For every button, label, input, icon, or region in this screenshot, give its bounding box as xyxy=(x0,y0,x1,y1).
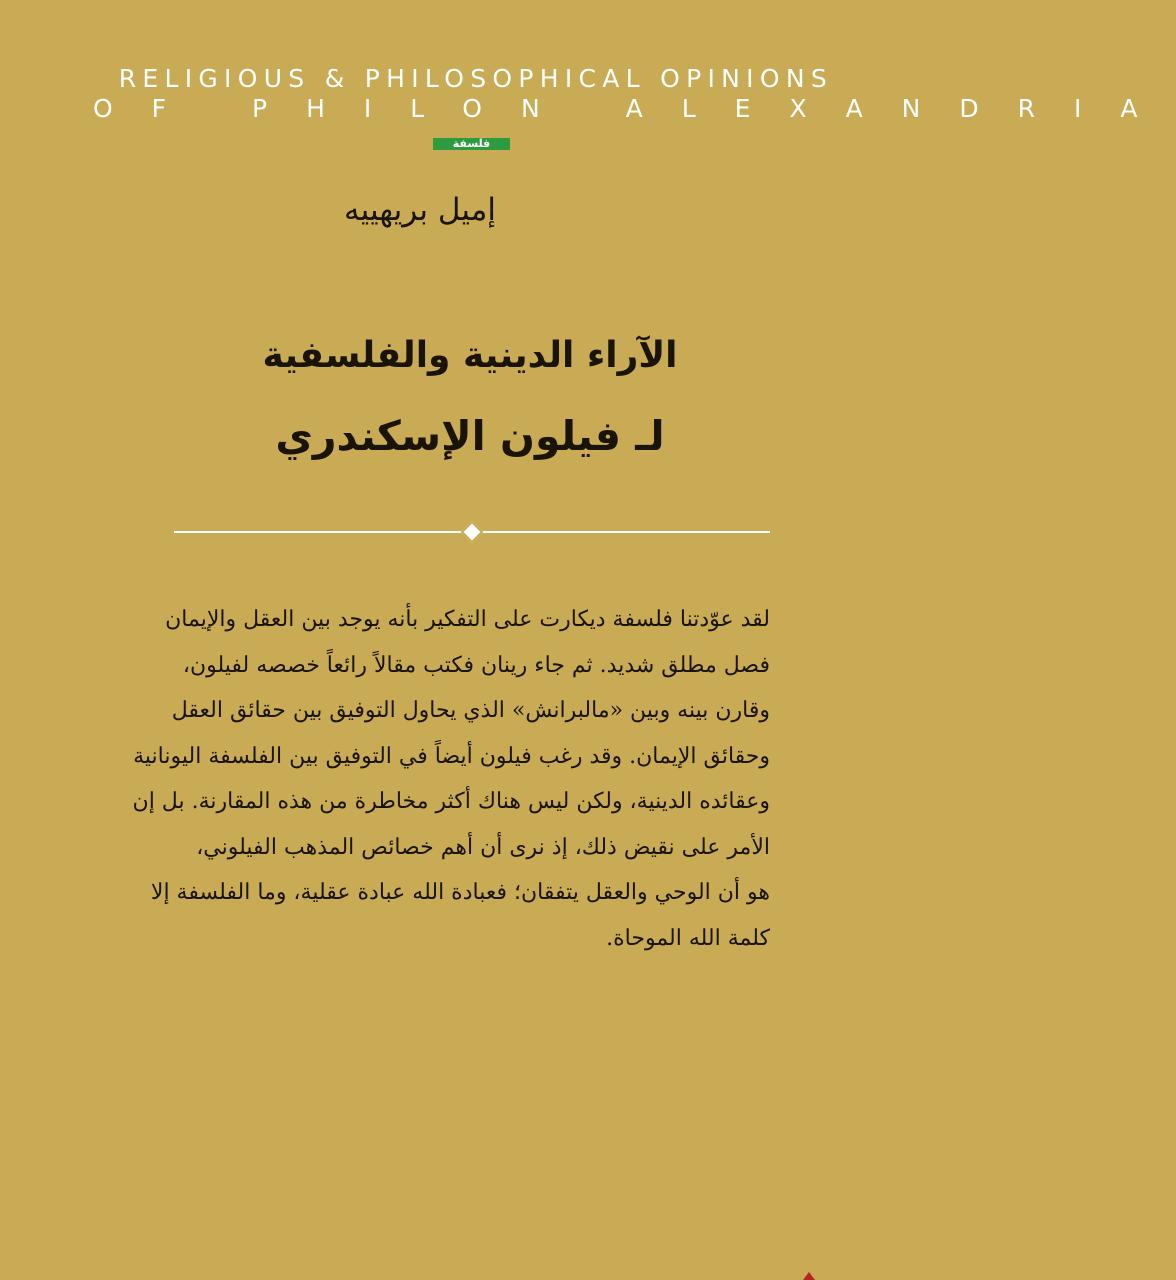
blurb-line: الأمر على نقيض ذلك، إذ نرى أن أهم خصائص المذهب الفيلوني، xyxy=(196,834,770,860)
blurb-line: وقارن بينه وبين «مالبرانش» الذي يحاول التوفيق بين حقائق العقل xyxy=(171,698,770,723)
english-title-line1: RELIGIOUS & PHILOSOPHICAL OPINIONS xyxy=(118,64,833,93)
book-title-line1: الآراء الدينية والفلسفية xyxy=(262,335,678,376)
blurb-line: كلمة الله الموحاة. xyxy=(606,925,770,951)
english-title xyxy=(93,64,1176,124)
book-title-line2: لـ فيلون الإسكندري xyxy=(275,412,665,460)
diamond-ornament-icon xyxy=(461,521,484,544)
corner-mark-icon xyxy=(803,1272,815,1280)
blurb-line: فصل مطلق شديد. ثم جاء رينان فكتب مقالاً رائعاً خصصه لفيلون، xyxy=(182,652,770,678)
blurb-line: هو أن الوحي والعقل يتفقان؛ فعبادة الله عبادة عقلية، وما الفلسفة إلا xyxy=(150,880,770,905)
series-badge: فلسفة xyxy=(433,138,510,150)
blurb-line: لقد عوّدتنا فلسفة ديكارت على التفكير بأنه يوجد بين العقل والإيمان xyxy=(165,607,770,632)
blurb-line: وحقائق الإيمان. وقد رغب فيلون أيضاً في التوفيق بين الفلسفة اليونانية xyxy=(133,743,770,769)
english-title-line2: OF PHILON ALEXANDRIA xyxy=(93,94,1176,123)
blurb-line: وعقائده الدينية، ولكن ليس هناك أكثر مخاطرة من هذه المقارنة. بل إن xyxy=(132,789,770,814)
blurb-paragraph xyxy=(132,597,770,961)
author-name: إميل بريهييه xyxy=(344,192,496,228)
